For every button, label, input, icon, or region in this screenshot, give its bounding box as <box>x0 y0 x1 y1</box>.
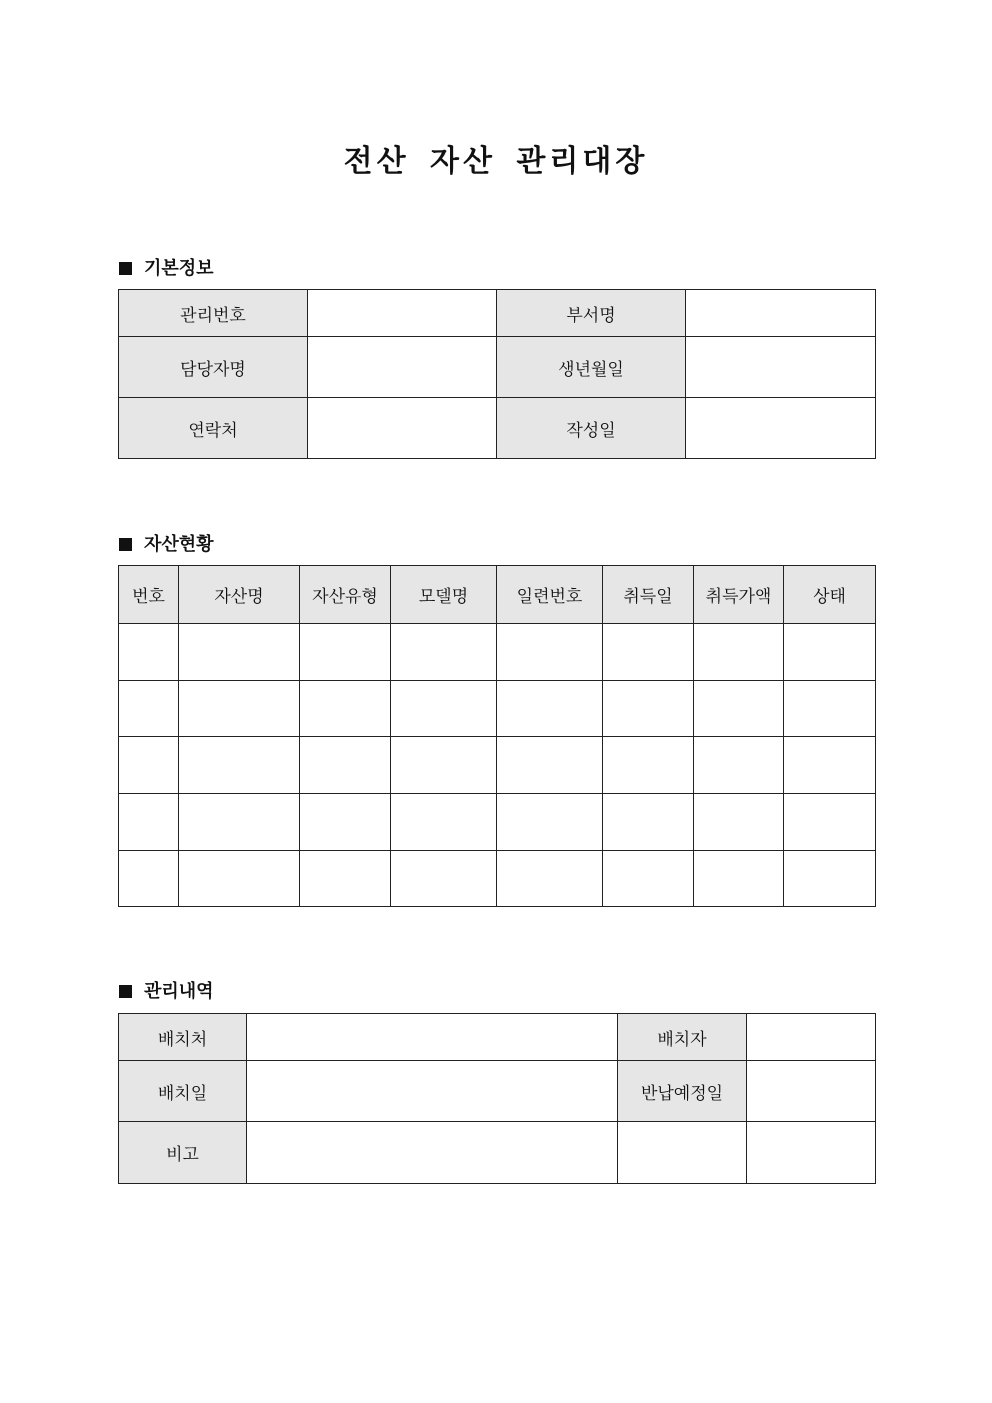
square-bullet-icon <box>119 985 132 998</box>
basic-info-table <box>118 289 876 459</box>
table-cell[interactable] <box>694 851 784 907</box>
section-label: 기본정보 <box>144 258 214 279</box>
column-header: 상태 <box>784 566 876 624</box>
value-cell[interactable] <box>686 398 876 459</box>
table-row <box>119 290 876 337</box>
table-cell[interactable] <box>119 794 179 851</box>
value-cell[interactable] <box>247 1014 618 1061</box>
label-cell: 연락처 <box>119 398 308 459</box>
table-row <box>119 851 876 907</box>
table-cell[interactable] <box>784 624 876 681</box>
table-row <box>119 398 876 459</box>
table-row <box>119 1122 876 1184</box>
table-cell[interactable] <box>119 737 179 794</box>
table-cell[interactable] <box>179 851 300 907</box>
table-cell[interactable] <box>603 737 694 794</box>
table-row <box>119 624 876 681</box>
table-cell[interactable] <box>694 624 784 681</box>
table-cell[interactable] <box>119 624 179 681</box>
table-cell[interactable] <box>497 851 603 907</box>
table-cell[interactable] <box>784 737 876 794</box>
value-cell[interactable] <box>618 1122 747 1184</box>
table-cell[interactable] <box>603 794 694 851</box>
column-header: 자산명 <box>179 566 300 624</box>
management-table <box>118 1013 876 1184</box>
table-cell[interactable] <box>391 737 497 794</box>
square-bullet-icon <box>119 262 132 275</box>
table-cell[interactable] <box>694 794 784 851</box>
table-header-row <box>119 566 876 624</box>
section-label: 관리내역 <box>144 981 214 1002</box>
table-cell[interactable] <box>603 624 694 681</box>
label-cell: 담당자명 <box>119 337 308 398</box>
column-header: 모델명 <box>391 566 497 624</box>
label-cell: 생년월일 <box>497 337 686 398</box>
table-cell[interactable] <box>119 681 179 737</box>
column-header: 일련번호 <box>497 566 603 624</box>
table-cell[interactable] <box>497 681 603 737</box>
column-header: 취득가액 <box>694 566 784 624</box>
table-cell[interactable] <box>119 851 179 907</box>
section-heading-basic <box>119 254 214 280</box>
square-bullet-icon <box>119 538 132 551</box>
label-cell: 작성일 <box>497 398 686 459</box>
table-cell[interactable] <box>391 851 497 907</box>
label-cell: 배치자 <box>618 1014 747 1061</box>
table-cell[interactable] <box>391 624 497 681</box>
value-cell[interactable] <box>308 290 497 337</box>
table-cell[interactable] <box>784 794 876 851</box>
section-heading-management <box>119 977 214 1003</box>
table-cell[interactable] <box>497 737 603 794</box>
column-header: 자산유형 <box>300 566 391 624</box>
value-cell[interactable] <box>686 337 876 398</box>
value-cell[interactable] <box>308 398 497 459</box>
section-heading-assets <box>119 530 214 556</box>
table-row <box>119 681 876 737</box>
page-title: 전산 자산 관리대장 <box>343 144 649 179</box>
table-cell[interactable] <box>179 737 300 794</box>
table-cell[interactable] <box>391 681 497 737</box>
table-row <box>119 337 876 398</box>
table-cell[interactable] <box>300 681 391 737</box>
label-cell: 관리번호 <box>119 290 308 337</box>
column-header: 번호 <box>119 566 179 624</box>
column-header: 취득일 <box>603 566 694 624</box>
table-cell[interactable] <box>784 681 876 737</box>
value-cell[interactable] <box>686 290 876 337</box>
value-cell[interactable] <box>247 1061 618 1122</box>
table-cell[interactable] <box>179 681 300 737</box>
table-cell[interactable] <box>603 851 694 907</box>
table-row <box>119 1014 876 1061</box>
table-cell[interactable] <box>179 624 300 681</box>
table-cell[interactable] <box>603 681 694 737</box>
table-cell[interactable] <box>694 681 784 737</box>
value-cell[interactable] <box>247 1122 618 1184</box>
table-cell[interactable] <box>300 737 391 794</box>
table-cell[interactable] <box>179 794 300 851</box>
label-cell: 부서명 <box>497 290 686 337</box>
value-cell[interactable] <box>747 1061 876 1122</box>
section-label: 자산현황 <box>144 534 214 555</box>
table-cell[interactable] <box>497 624 603 681</box>
table-cell[interactable] <box>694 737 784 794</box>
table-row <box>119 794 876 851</box>
table-cell[interactable] <box>391 794 497 851</box>
table-cell[interactable] <box>784 851 876 907</box>
label-cell: 배치일 <box>119 1061 247 1122</box>
table-row <box>119 737 876 794</box>
table-cell[interactable] <box>300 624 391 681</box>
asset-table <box>118 565 876 907</box>
table-cell[interactable] <box>300 851 391 907</box>
value-cell[interactable] <box>308 337 497 398</box>
table-cell[interactable] <box>497 794 603 851</box>
label-cell: 반납예정일 <box>618 1061 747 1122</box>
label-cell: 비고 <box>119 1122 247 1184</box>
table-cell[interactable] <box>300 794 391 851</box>
value-cell[interactable] <box>747 1014 876 1061</box>
label-cell: 배치처 <box>119 1014 247 1061</box>
table-row <box>119 1061 876 1122</box>
value-cell[interactable] <box>747 1122 876 1184</box>
